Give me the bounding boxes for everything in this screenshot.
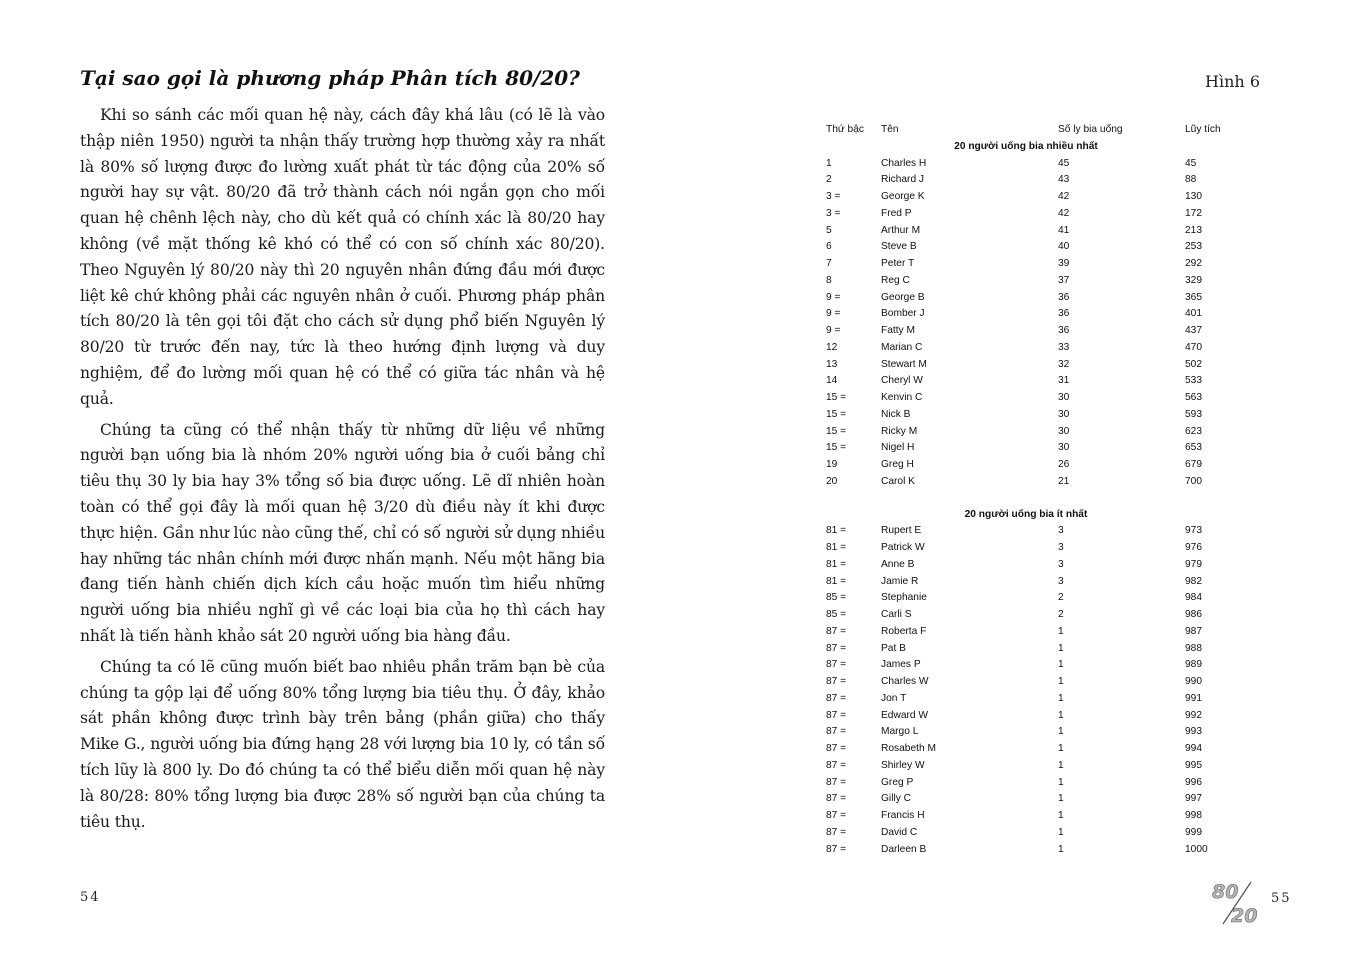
- section-gap: [826, 491, 1246, 507]
- name-cell: Patrick W: [881, 542, 925, 553]
- cumulative-cell: 989: [1185, 659, 1202, 671]
- rank-cell: 15 =: [826, 442, 847, 454]
- cumulative-cell: 700: [1185, 475, 1202, 487]
- cumulative-cell: 88: [1185, 174, 1197, 186]
- rank-cell: 13: [826, 358, 838, 370]
- rank-cell: 85 =: [826, 592, 847, 604]
- cumulative-cell: 991: [1185, 692, 1202, 704]
- name-cell: Fatty M: [881, 325, 915, 336]
- rank-cell: 3 =: [826, 191, 841, 202]
- glasses-cell: 1: [1058, 743, 1064, 754]
- table-row: [826, 424, 1246, 441]
- cumulative-cell: 329: [1185, 274, 1202, 286]
- name-cell: Shirley W: [881, 759, 925, 771]
- cumulative-cell: 992: [1185, 709, 1202, 721]
- table-row: [826, 340, 1246, 357]
- name-cell: Richard J: [881, 174, 925, 186]
- cumulative-cell: 995: [1185, 759, 1202, 771]
- cumulative-cell: 653: [1185, 442, 1202, 454]
- cumulative-cell: 213: [1185, 224, 1202, 236]
- glasses-cell: 1: [1058, 776, 1064, 788]
- name-cell: Rosabeth M: [881, 743, 936, 754]
- rank-cell: 87 =: [826, 726, 847, 738]
- cumulative-cell: 993: [1185, 726, 1202, 738]
- cumulative-cell: 990: [1185, 676, 1202, 687]
- glasses-cell: 31: [1058, 375, 1070, 387]
- cumulative-cell: 976: [1185, 542, 1202, 553]
- cumulative-cell: 996: [1185, 776, 1202, 788]
- glasses-cell: 36: [1058, 291, 1070, 303]
- cumulative-cell: 502: [1185, 358, 1202, 370]
- name-cell: Margo L: [881, 726, 919, 738]
- rank-cell: 87 =: [826, 759, 847, 771]
- page-number-left: 54: [80, 890, 101, 905]
- rank-cell: 87 =: [826, 625, 847, 637]
- rank-cell: 81 =: [826, 542, 847, 553]
- rank-cell: 87 =: [826, 676, 847, 687]
- bottom-rows: [826, 523, 1246, 858]
- name-cell: Fred P: [881, 207, 912, 219]
- rank-cell: 87 =: [826, 843, 847, 855]
- cumulative-cell: 365: [1185, 291, 1202, 303]
- table-row: [826, 657, 1246, 674]
- rank-cell: 7: [826, 258, 832, 269]
- glasses-cell: 1: [1058, 826, 1064, 838]
- rank-cell: 87 =: [826, 659, 847, 671]
- rank-cell: 6: [826, 241, 832, 253]
- name-cell: George K: [881, 191, 925, 202]
- name-cell: Edward W: [881, 709, 928, 721]
- name-cell: Charles H: [881, 157, 927, 169]
- glasses-cell: 1: [1058, 709, 1064, 721]
- rank-cell: 14: [826, 375, 838, 387]
- name-cell: Jon T: [881, 692, 907, 704]
- rank-cell: 9 =: [826, 308, 841, 320]
- logo-bottom: 20: [1231, 905, 1258, 927]
- glasses-cell: 33: [1058, 341, 1070, 353]
- cumulative-cell: 987: [1185, 625, 1202, 637]
- table-row: [826, 758, 1246, 775]
- glasses-cell: 41: [1058, 224, 1070, 236]
- table-row: [826, 574, 1246, 591]
- name-cell: David C: [881, 826, 918, 838]
- cumulative-cell: 984: [1185, 592, 1202, 604]
- table-row: [826, 357, 1246, 374]
- glasses-cell: 32: [1058, 358, 1070, 370]
- cumulative-cell: 172: [1185, 207, 1202, 219]
- top-section-title: 20 người uống bia nhiều nhất: [954, 140, 1098, 152]
- name-cell: Kenvin C: [881, 392, 923, 403]
- header-name: Tên: [881, 124, 899, 135]
- glasses-cell: 1: [1058, 642, 1064, 654]
- glasses-cell: 1: [1058, 793, 1064, 805]
- table-row: [826, 842, 1246, 859]
- table-row: [826, 256, 1246, 273]
- glasses-cell: 2: [1058, 609, 1064, 620]
- glasses-cell: 3: [1058, 575, 1064, 587]
- glasses-cell: 1: [1058, 659, 1064, 671]
- table-row: [826, 590, 1246, 607]
- table-row: [826, 825, 1246, 842]
- paragraph: Chúng ta cũng có thể nhận thấy từ những dữ liệu về những người bạn uống bia là nhóm 20% người uống bia ở cuối bảng chỉ tiêu thụ 30 ly bia hay 3% tổng số bia được uống. Lẽ dĩ nhiên hoàn toàn có thể gọi đây là mối quan hệ 3/20 dù điều này ít khi được thực hiện. Gần như lúc nào cũng thế, chỉ có số người sử dụng nhiều hay những tác nhân chính mới được nhấn mạnh. Nếu một hãng bia đang tiến hành chiến dịch kích cầu hoặc muốn tìm hiểu những người uống bia nhiều nghĩ gì về các loại bia của họ thì cách hay nhất là tiến hành khảo sát 20 người uống bia hàng đầu.: [80, 420, 605, 645]
- cumulative-cell: 1000: [1185, 843, 1208, 855]
- table-row: [826, 373, 1246, 390]
- 80-20-logo: [1205, 876, 1265, 928]
- glasses-cell: 2: [1058, 592, 1064, 604]
- table-row: [826, 323, 1246, 340]
- cumulative-cell: 593: [1185, 408, 1202, 420]
- table-row: [826, 189, 1246, 206]
- rank-cell: 1: [826, 157, 832, 169]
- beer-drinkers-table: [826, 122, 1246, 858]
- table-row: [826, 172, 1246, 189]
- name-cell: Greg P: [881, 776, 914, 788]
- chapter-title: Tại sao gọi là phương pháp Phân tích 80/20?: [80, 66, 580, 90]
- table-row: [826, 407, 1246, 424]
- name-cell: Greg H: [881, 459, 914, 470]
- glasses-cell: 39: [1058, 258, 1070, 269]
- rank-cell: 15 =: [826, 392, 847, 403]
- name-cell: Carol K: [881, 475, 915, 487]
- rank-cell: 9 =: [826, 291, 841, 303]
- rank-cell: 87 =: [826, 743, 847, 754]
- paragraph: Chúng ta có lẽ cũng muốn biết bao nhiêu phần trăm bạn bè của chúng ta gộp lại để uống 80% tổng lượng bia tiêu thụ. Ở đây, khảo sát phần không được trình bày trên bảng (phần giữa) cho thấy Mike G., người uống bia đứng hạng 28 với lượng bia 10 ly, có tần số tích lũy là 800 ly. Do đó chúng ta có thể biểu diễn mối quan hệ này là 80/28: 80% tổng lượng bia được 28% số người bạn của chúng ta tiêu thụ.: [80, 657, 605, 831]
- cumulative-cell: 401: [1185, 308, 1202, 320]
- header-glasses: Số ly bia uống: [1058, 124, 1123, 135]
- table-row: [826, 290, 1246, 307]
- glasses-cell: 3: [1058, 525, 1064, 537]
- cumulative-cell: 45: [1185, 157, 1197, 169]
- glasses-cell: 1: [1058, 625, 1064, 637]
- name-cell: Peter T: [881, 258, 915, 269]
- name-cell: Pat B: [881, 642, 906, 654]
- name-cell: Marian C: [881, 341, 923, 353]
- name-cell: Stephanie: [881, 592, 927, 604]
- cumulative-cell: 292: [1185, 258, 1202, 269]
- rank-cell: 15 =: [826, 408, 847, 420]
- glasses-cell: 21: [1058, 475, 1070, 487]
- table-row: [826, 674, 1246, 691]
- rank-cell: 15 =: [826, 425, 847, 437]
- body-text: [80, 103, 605, 840]
- table-row: [826, 239, 1246, 256]
- rank-cell: 8: [826, 274, 832, 286]
- name-cell: Cheryl W: [881, 375, 923, 387]
- table-row: [826, 440, 1246, 457]
- glasses-cell: 3: [1058, 542, 1064, 553]
- glasses-cell: 1: [1058, 843, 1064, 855]
- table-row: [826, 607, 1246, 624]
- top-rows: [826, 156, 1246, 491]
- glasses-cell: 26: [1058, 459, 1070, 470]
- table-row: [826, 523, 1246, 540]
- name-cell: Anne B: [881, 558, 915, 570]
- name-cell: Reg C: [881, 274, 910, 286]
- table-row: [826, 808, 1246, 825]
- name-cell: Arthur M: [881, 224, 921, 236]
- rank-cell: 85 =: [826, 609, 847, 620]
- rank-cell: 87 =: [826, 642, 847, 654]
- glasses-cell: 37: [1058, 274, 1070, 286]
- rank-cell: 20: [826, 475, 838, 487]
- name-cell: George B: [881, 291, 925, 303]
- rank-cell: 87 =: [826, 810, 847, 821]
- cumulative-cell: 437: [1185, 325, 1202, 336]
- cumulative-cell: 623: [1185, 425, 1202, 437]
- table-row: [826, 223, 1246, 240]
- name-cell: Francis H: [881, 810, 925, 821]
- rank-cell: 81 =: [826, 525, 847, 537]
- name-cell: Steve B: [881, 241, 917, 253]
- name-cell: Charles W: [881, 676, 929, 687]
- page-number-right: 55: [1271, 891, 1292, 906]
- cumulative-cell: 988: [1185, 642, 1202, 654]
- name-cell: Darleen B: [881, 843, 927, 855]
- cumulative-cell: 533: [1185, 375, 1202, 387]
- rank-cell: 87 =: [826, 692, 847, 704]
- name-cell: James P: [881, 659, 921, 671]
- right-page: [685, 0, 1370, 969]
- table-row: [826, 557, 1246, 574]
- rank-cell: 9 =: [826, 325, 841, 336]
- rank-cell: 81 =: [826, 558, 847, 570]
- paragraph: Khi so sánh các mối quan hệ này, cách đây khá lâu (có lẽ là vào thập niên 1950) người ta nhận thấy trường hợp thường xảy ra nhất là 80% số lượng được đo lường xuất phát từ tác động của 20% số người hay sự vật. 80/20 đã trở thành cách nói ngắn gọn cho mối quan hệ chênh lệch này, cho dù kết quả có chính xác là 80/20 hay không (về mặt thống kê khó có thể có con số chính xác 80/20). Theo Nguyên lý 80/20 này thì 20 nguyên nhân đứng đầu mới được liệt kê chứ không phải các nguyên nhân ở cuối. Phương pháp phân tích 80/20 là tên gọi tôi đặt cho cách sử dụng phổ biến Nguyên lý 80/20 từ trước đến nay, tức là theo hướng định lượng và duy nghiệm, để đo lường mối quan hệ có thể có giữa tác nhân và hệ quả.: [80, 106, 605, 408]
- rank-cell: 3 =: [826, 207, 841, 219]
- name-cell: Carli S: [881, 609, 912, 620]
- cumulative-cell: 982: [1185, 575, 1202, 587]
- glasses-cell: 36: [1058, 308, 1070, 320]
- table-header-row: [826, 122, 1246, 139]
- name-cell: Gilly C: [881, 793, 911, 805]
- table-row: [826, 273, 1246, 290]
- cumulative-cell: 986: [1185, 609, 1202, 620]
- name-cell: Roberta F: [881, 625, 927, 637]
- glasses-cell: 36: [1058, 325, 1070, 336]
- cumulative-cell: 130: [1185, 191, 1202, 202]
- table-row: [826, 791, 1246, 808]
- glasses-cell: 1: [1058, 726, 1064, 738]
- cumulative-cell: 998: [1185, 810, 1202, 821]
- table-row: [826, 741, 1246, 758]
- glasses-cell: 30: [1058, 392, 1070, 403]
- name-cell: Stewart M: [881, 358, 927, 370]
- table-row: [826, 708, 1246, 725]
- cumulative-cell: 563: [1185, 392, 1202, 403]
- header-cumulative: Lũy tích: [1185, 124, 1221, 135]
- rank-cell: 12: [826, 341, 838, 353]
- glasses-cell: 30: [1058, 425, 1070, 437]
- glasses-cell: 42: [1058, 191, 1070, 202]
- header-rank: Thứ bậc: [826, 124, 864, 135]
- glasses-cell: 45: [1058, 157, 1070, 169]
- table-row: [826, 641, 1246, 658]
- bottom-section-title: 20 người uống bia ít nhất: [964, 508, 1088, 520]
- glasses-cell: 30: [1058, 408, 1070, 420]
- table-row: [826, 691, 1246, 708]
- table-row: [826, 156, 1246, 173]
- cumulative-cell: 679: [1185, 459, 1202, 470]
- glasses-cell: 3: [1058, 558, 1064, 570]
- rank-cell: 2: [826, 174, 832, 186]
- cumulative-cell: 253: [1185, 241, 1202, 253]
- rank-cell: 87 =: [826, 793, 847, 805]
- rank-cell: 87 =: [826, 776, 847, 788]
- glasses-cell: 40: [1058, 241, 1070, 253]
- cumulative-cell: 999: [1185, 826, 1202, 838]
- cumulative-cell: 470: [1185, 341, 1202, 353]
- rank-cell: 87 =: [826, 709, 847, 721]
- rank-cell: 5: [826, 224, 832, 236]
- glasses-cell: 1: [1058, 759, 1064, 771]
- figure-label: Hình 6: [1205, 72, 1260, 91]
- table-row: [826, 206, 1246, 223]
- name-cell: Nick B: [881, 408, 911, 420]
- glasses-cell: 30: [1058, 442, 1070, 454]
- table-row: [826, 474, 1246, 491]
- table-row: [826, 775, 1246, 792]
- glasses-cell: 1: [1058, 676, 1064, 687]
- table-row: [826, 540, 1246, 557]
- rank-cell: 87 =: [826, 826, 847, 838]
- logo-top: 80: [1212, 881, 1239, 903]
- cumulative-cell: 994: [1185, 743, 1202, 754]
- name-cell: Rupert E: [881, 525, 922, 537]
- rank-cell: 81 =: [826, 575, 847, 587]
- glasses-cell: 1: [1058, 692, 1064, 704]
- glasses-cell: 1: [1058, 810, 1064, 821]
- table-row: [826, 306, 1246, 323]
- cumulative-cell: 973: [1185, 525, 1202, 537]
- table-row: [826, 624, 1246, 641]
- table-row: [826, 724, 1246, 741]
- cumulative-cell: 979: [1185, 558, 1202, 570]
- name-cell: Nigel H: [881, 442, 915, 454]
- cumulative-cell: 997: [1185, 793, 1202, 805]
- rank-cell: 19: [826, 459, 838, 470]
- name-cell: Bomber J: [881, 308, 925, 320]
- name-cell: Jamie R: [881, 575, 919, 587]
- glasses-cell: 43: [1058, 174, 1070, 186]
- glasses-cell: 42: [1058, 207, 1070, 219]
- name-cell: Ricky M: [881, 425, 918, 437]
- table-row: [826, 457, 1246, 474]
- table-row: [826, 390, 1246, 407]
